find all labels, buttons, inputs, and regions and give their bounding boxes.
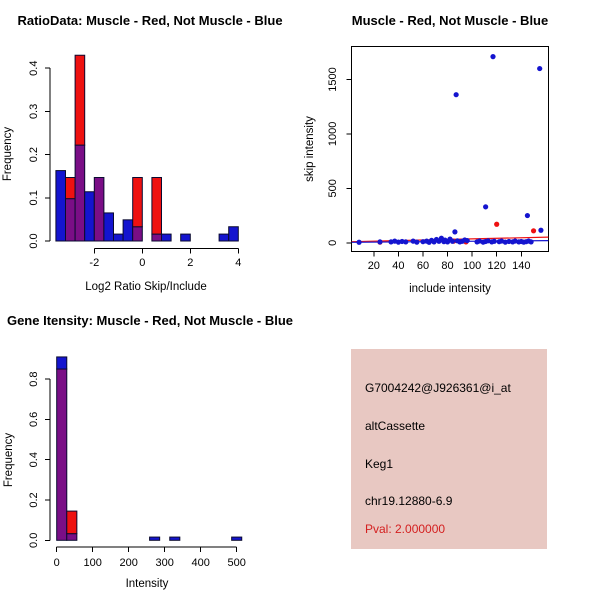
- ratio-histogram-xlabel: Log2 Ratio Skip/Include: [85, 281, 207, 293]
- hist-bar-overlap: [66, 199, 76, 241]
- hist-bar-red: [133, 177, 143, 226]
- hist-bar-overlap: [94, 177, 104, 241]
- x-tick-label: 200: [119, 557, 138, 569]
- gene-intensity-histogram-xlabel: Intensity: [125, 578, 169, 590]
- y-tick-label: 0.0: [28, 233, 40, 249]
- pval-text: Pval: 2.000000: [365, 522, 446, 536]
- plot-box: [352, 47, 549, 252]
- hist-bar-blue: [57, 357, 67, 369]
- hist-bar-red: [152, 177, 162, 234]
- hist-bar-overlap: [133, 227, 143, 241]
- hist-bar-overlap: [57, 369, 67, 540]
- hist-bar-red: [75, 55, 85, 145]
- hist-bar-blue: [56, 171, 66, 241]
- y-tick-label: 0.2: [28, 146, 40, 163]
- y-tick-label: 0.8: [28, 371, 40, 387]
- event-type-text: altCassette: [365, 419, 426, 433]
- y-tick-label: 0.4: [28, 60, 40, 76]
- scatter-point-red: [531, 228, 536, 233]
- gene-intensity-histogram-ylabel: Frequency: [3, 432, 15, 488]
- ratio-histogram-title: RatioData: Muscle - Red, Not Muscle - Blue: [17, 13, 283, 28]
- hist-bar-red: [66, 177, 76, 198]
- scatter-point-blue: [537, 66, 542, 71]
- ratio-histogram-panel: [0, 0, 300, 300]
- intensity-scatter-panel: [300, 0, 600, 300]
- hist-bar-blue: [170, 537, 180, 540]
- x-tick-label: 40: [392, 260, 405, 272]
- x-tick-label: 400: [191, 557, 210, 569]
- y-tick-label: 0.2: [28, 492, 40, 508]
- hist-bar-blue: [181, 234, 191, 241]
- x-tick-label: 300: [155, 557, 174, 569]
- scatter-point-blue: [452, 229, 457, 234]
- x-tick-label: 0: [53, 557, 60, 569]
- probe-id-text: G7004242@J926361@i_at: [365, 381, 511, 395]
- x-tick-label: 20: [367, 260, 380, 272]
- gene-info-panel: [351, 349, 547, 549]
- scatter-point-blue: [377, 239, 382, 244]
- scatter-point-blue: [490, 54, 495, 59]
- hist-bar-blue: [150, 537, 160, 540]
- x-tick-label: 140: [512, 260, 531, 272]
- intensity-scatter-plot: [327, 47, 548, 272]
- y-tick-label: 500: [327, 179, 339, 198]
- hist-bar-blue: [85, 192, 95, 241]
- x-tick-label: 120: [487, 260, 506, 272]
- hist-bar-blue: [219, 234, 229, 241]
- gene-intensity-histogram-title: Gene Itensity: Muscle - Red, Not Muscle - Blue: [6, 313, 294, 328]
- hist-bar-red: [67, 511, 77, 534]
- x-tick-label: 0: [139, 257, 146, 269]
- scatter-point-blue: [538, 228, 543, 233]
- scatter-point-blue: [525, 213, 530, 218]
- hist-bar-blue: [232, 537, 242, 540]
- gene-intensity-histogram-panel: [0, 300, 300, 600]
- scatter-point-blue: [528, 239, 533, 244]
- y-tick-label: 1500: [327, 67, 339, 92]
- scatter-point-red: [494, 222, 499, 227]
- hist-bar-overlap: [75, 145, 85, 241]
- intensity-scatter-title: Muscle - Red, Not Muscle - Blue: [351, 13, 549, 28]
- scatter-point-blue: [465, 238, 470, 243]
- hist-bar-overlap: [152, 234, 162, 241]
- y-tick-label: 0.3: [28, 103, 40, 120]
- y-tick-label: 0.0: [28, 532, 40, 548]
- x-tick-label: 2: [187, 257, 194, 269]
- x-tick-label: 100: [462, 260, 482, 272]
- ratio-histogram-ylabel: Frequency: [2, 126, 14, 182]
- y-tick-label: 0.1: [28, 190, 40, 206]
- ratio-histogram-plot: [28, 55, 241, 269]
- x-tick-label: 60: [416, 260, 430, 272]
- scatter-point-blue: [356, 240, 361, 245]
- hist-bar-blue: [162, 234, 172, 241]
- scatter-point-blue: [454, 92, 459, 97]
- x-tick-label: 100: [83, 557, 102, 569]
- gene-intensity-histogram-plot: [28, 357, 246, 569]
- gene-name-text: Keg1: [365, 457, 394, 471]
- genomic-location-text: chr19.12880-6.9: [365, 494, 453, 508]
- scatter-point-blue: [483, 204, 488, 209]
- y-tick-label: 0.4: [28, 452, 40, 468]
- x-tick-label: 500: [227, 557, 246, 569]
- scatter-point-blue: [492, 239, 497, 244]
- y-tick-label: 0: [327, 239, 339, 246]
- hist-bar-blue: [229, 227, 239, 241]
- hist-bar-blue: [123, 220, 133, 241]
- x-tick-label: 4: [235, 257, 242, 269]
- hist-bar-blue: [114, 234, 124, 241]
- y-tick-label: 1000: [327, 121, 339, 147]
- hist-bar-overlap: [67, 534, 77, 541]
- intensity-scatter-xlabel: include intensity: [409, 283, 491, 295]
- y-tick-label: 0.6: [28, 411, 40, 428]
- scatter-point-blue: [450, 239, 455, 244]
- scatter-point-blue: [414, 240, 419, 245]
- scatter-point-blue: [403, 239, 408, 244]
- x-tick-label: -2: [89, 257, 100, 269]
- intensity-scatter-ylabel: skip intensity: [304, 116, 316, 182]
- hist-bar-blue: [104, 213, 114, 241]
- x-tick-label: 80: [441, 260, 454, 272]
